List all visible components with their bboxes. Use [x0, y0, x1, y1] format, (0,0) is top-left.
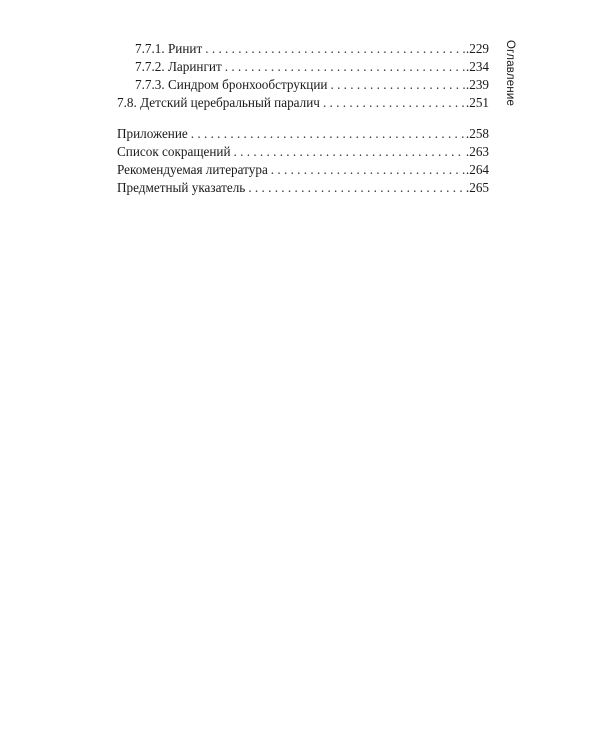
toc-entry-page: .234: [465, 59, 489, 74]
toc-entry-page: .264: [465, 162, 489, 177]
toc-group-chapter-7: [117, 40, 489, 112]
toc-entry-label: 7.8. Детский церебральный паралич: [117, 95, 320, 110]
toc-entry-label: 7.7.3. Синдром бронхообструкции: [135, 77, 328, 92]
toc-entry-page: .229: [465, 41, 489, 56]
toc-entry-laryngitis[interactable]: [117, 58, 489, 76]
toc-entry-page: .239: [465, 77, 489, 92]
toc-entry-page: .263: [465, 144, 489, 159]
dot-leader: [191, 125, 465, 143]
toc-entry-label: Список сокращений: [117, 144, 231, 159]
toc-entry-page: .251: [465, 95, 489, 110]
toc-entry-page: .258: [465, 126, 489, 141]
toc-entry-bronchial-obstruction[interactable]: [117, 76, 489, 94]
table-of-contents: [117, 40, 489, 197]
dot-leader: [323, 94, 465, 112]
toc-entry-label: Рекомендуемая литература: [117, 162, 268, 177]
toc-entry-label: Предметный указатель: [117, 180, 246, 195]
dot-leader: [248, 179, 465, 197]
toc-entry-label: 7.7.2. Ларингит: [135, 59, 222, 74]
toc-entry-appendix[interactable]: [117, 125, 489, 143]
toc-entry-cerebral-palsy[interactable]: [117, 94, 489, 112]
toc-entry-rhinitis[interactable]: [117, 40, 489, 58]
toc-entry-label: 7.7.1. Ринит: [135, 41, 203, 56]
toc-entry-subject-index[interactable]: [117, 179, 489, 197]
dot-leader: [205, 40, 465, 58]
dot-leader: [330, 76, 464, 94]
toc-entry-page: .265: [465, 180, 489, 195]
toc-group-back-matter: [117, 125, 489, 197]
dot-leader: [234, 143, 465, 161]
dot-leader: [271, 161, 465, 179]
running-header-side-label: Оглавление: [504, 40, 516, 107]
toc-entry-recommended-literature[interactable]: [117, 161, 489, 179]
toc-entry-abbreviations[interactable]: [117, 143, 489, 161]
dot-leader: [225, 58, 465, 76]
toc-entry-label: Приложение: [117, 126, 188, 141]
